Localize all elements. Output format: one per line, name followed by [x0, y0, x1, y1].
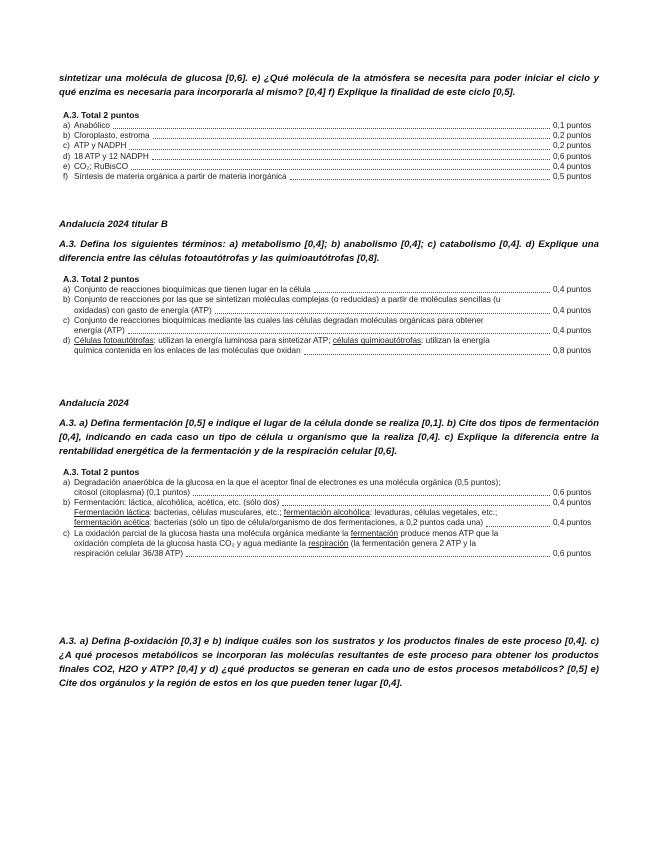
question-text: A.3. Defina los siguientes términos: a) metabolismo [0,4]; b) anabolismo [0,4]; c) catabolismo [0,4]. d) Explique una diferencia entre las células fotoautótrofas y las quimioautótrofas [0,8].: [59, 239, 599, 265]
answer-item: b) Fermentación: láctica, alcohólica, acética, etc. (sólo dos) 0,4 puntos: [63, 498, 592, 508]
question-text: A.3. a) Defina fermentación [0,5] e indique el lugar de la célula donde se realiza [0,1]. b) Cite dos tipos de fermentación [0,4], indicando en cada caso un tipo de célula u organismo que la realiza [0,4]. c) Explique la diferencia entre la rentabilidad energética de la fermentación y de la respiración celular [0,6].: [59, 417, 599, 457]
answer-item: b) Cloroplasto, estroma 0,2 puntos: [63, 131, 592, 141]
answer-item: a) Anabólico 0,1 puntos: [63, 121, 592, 130]
answer-item: b) Conjunto de reacciones por las que se sintetizan moléculas complejas (o reducidas) a partir de moléculas sencillas (u oxidadas) con gasto de energía (ATP) 0,4 puntos: [63, 295, 592, 315]
answer-item: e) CO₂; RuBisCO 0,4 puntos: [63, 161, 592, 171]
answer-item: c) La oxidación parcial de la glucosa hasta una molécula orgánica mediante la fermentación produce menos ATP que la oxidación completa de la glucosa hasta CO₂ y agua mediante la respiración (la fermentación genera 2 ATP y la respiración celular 36/38 ATP) 0,6 puntos: [63, 528, 592, 559]
answer-item: f) Síntesis de materia orgánica a partir de materia inorgánica 0,5 puntos: [63, 172, 592, 182]
question-continuation: sintetizar una molécula de glucosa [0,6]. e) ¿Qué molécula de la atmósfera se necesita para poder iniciar el ciclo y qué enzima es necesaria para incorporarla al mismo? [0,4] f) Explique la finalidad de este ciclo [0,5].: [59, 73, 599, 98]
answer-block-2: [63, 274, 599, 356]
section-heading: Andalucía 2024: [59, 397, 129, 409]
answer-item: a) Degradación anaeróbica de la glucosa en la que el aceptor final de electrones es una molécula orgánica (0,5 puntos); citosol (citoplasma) (0,1 puntos) 0,6 puntos: [63, 477, 592, 497]
answer-item: a) Conjunto de reacciones bioquímicas que tienen lugar en la célula 0,4 puntos: [63, 285, 592, 295]
document-page: [59, 72, 599, 691]
section-heading: Andalucía 2024 titular B: [59, 219, 168, 231]
answer-block-1: [63, 110, 599, 182]
answer-item: d) 18 ATP y 12 NADPH 0,6 puntos: [63, 151, 592, 161]
answer-title: A.3. Total 2 puntos: [63, 274, 140, 285]
answer-title: A.3. Total 2 puntos: [63, 110, 140, 120]
answer-title: A.3. Total 2 puntos: [63, 466, 140, 477]
answer-item: c) Conjunto de reacciones bioquímicas mediante las cuales las células degradan moléculas orgánicas para obtener energía (ATP) 0,4 puntos: [63, 315, 592, 336]
answer-item: c) ATP y NADPH 0,2 puntos: [63, 141, 592, 151]
answer-item: d) Células fotoautótrofas: utilizan la energía luminosa para sintetizar ATP; células quimioautótrofas: utilizan la energía química contenida en los enlaces de las moléculas que oxidan 0,8 puntos: [63, 336, 592, 356]
question-text: A.3. a) Defina β-oxidación [0,3] e b) indique cuáles son los sustratos y los productos finales de este proceso [0,4]. c) ¿A qué procesos metabólicos se incorporan las moléculas resultantes de este proceso para obtener los productos finales CO2, H2O y ATP? [0,4] y d) ¿qué productos se generan en cada uno de estos procesos metabólicos? [0,5] e) Cite dos orgánulos y la región de estos en los que pueden tener lugar [0,4].: [59, 636, 599, 690]
answer-block-3: [63, 467, 599, 560]
answer-item: Fermentación láctica: bacterias, células musculares, etc.; fermentación alcohólica: levaduras, células vegetales, etc.; fermentación acética: bacterias (sólo un tipo de célula/organismo de dos fermentaciones, a 0,2 puntos cada una) 0,4 puntos: [74, 508, 592, 528]
